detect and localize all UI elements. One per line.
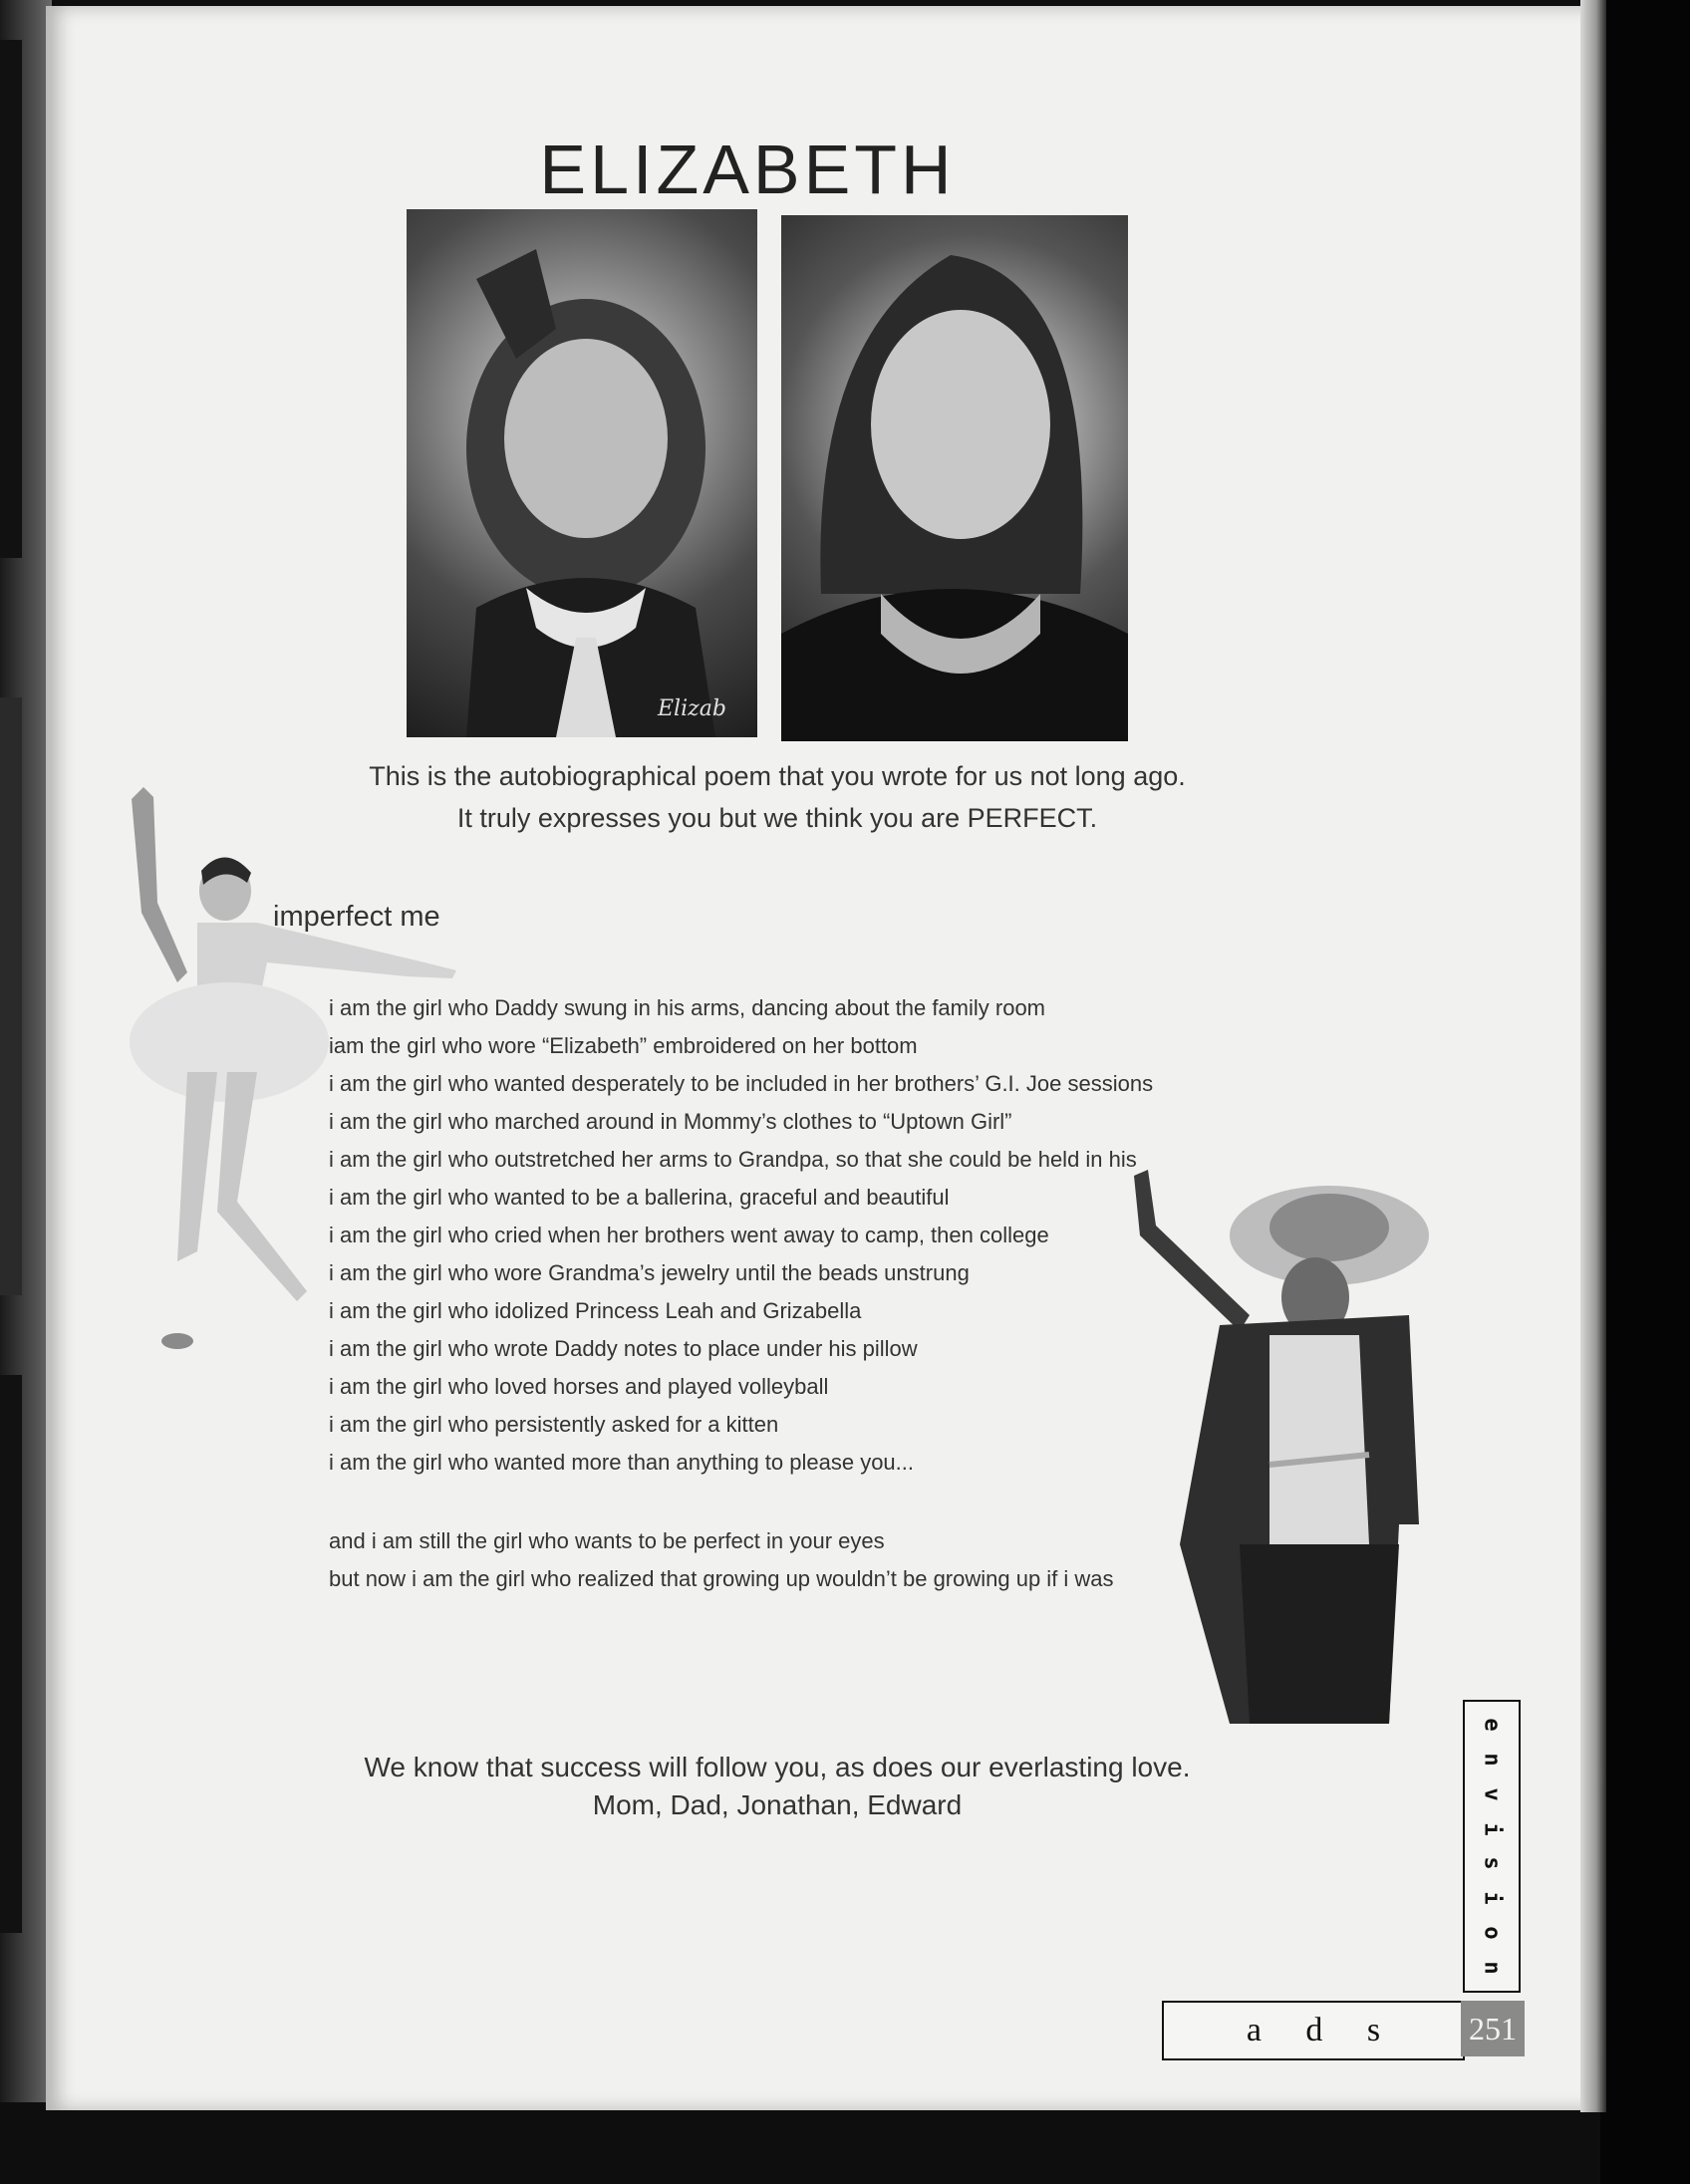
- poem-line: i am the girl who marched around in Mommy’s clothes to “Uptown Girl”: [329, 1109, 1012, 1134]
- poem-line: i am the girl who wanted desperately to be included in her brothers’ G.I. Joe sessions: [329, 1071, 1154, 1096]
- poem-line: i am the girl who loved horses and played volleyball: [329, 1374, 829, 1399]
- vertical-letter: e: [1480, 1718, 1505, 1732]
- closing-signature: Mom, Dad, Jonathan, Edward: [592, 1789, 963, 1820]
- page-spine-edge: [1580, 0, 1606, 2112]
- poem-line: i am the girl who wore Grandma’s jewelry until the beads unstrung: [329, 1260, 970, 1285]
- vertical-letter: v: [1480, 1787, 1505, 1801]
- section-vertical-label: [1463, 1700, 1521, 1993]
- vertical-letter: i: [1480, 1822, 1505, 1836]
- poem-line: i am the girl who wanted more than anything to please you...: [329, 1450, 915, 1475]
- previous-page-edge: [0, 0, 52, 2102]
- poem-line: i am the girl who idolized Princess Leah and Grizabella: [329, 1298, 862, 1323]
- vertical-letter: o: [1480, 1926, 1505, 1940]
- senior-portrait-photo: [781, 215, 1128, 741]
- vertical-letter: n: [1480, 1753, 1505, 1767]
- dress-up-girl-photo: [1120, 1166, 1439, 1744]
- closing-message: [299, 1749, 1256, 1824]
- poem-line: iam the girl who wore “Elizabeth” embroidered on her bottom: [329, 1033, 918, 1058]
- background-right: [1600, 0, 1690, 2184]
- vertical-letter: n: [1480, 1961, 1505, 1975]
- poem-line: i am the girl who wanted to be a ballerina, graceful and beautiful: [329, 1185, 950, 1210]
- child-portrait-photo: [407, 209, 757, 737]
- poem-title: imperfect me: [273, 901, 440, 933]
- poem-ending-line: but now i am the girl who realized that growing up wouldn’t be growing up if i was: [329, 1566, 1114, 1591]
- poem-line: i am the girl who persistently asked for a kitten: [329, 1412, 779, 1437]
- vertical-letter: s: [1480, 1856, 1505, 1870]
- intro-line-2: It truly expresses you but we think you are PERFECT.: [456, 803, 1098, 833]
- embroidered-name: Elizab: [658, 696, 726, 721]
- intro-line-1: This is the autobiographical poem that you wrote for us not long ago.: [369, 761, 1186, 791]
- section-footer-label: [1162, 2001, 1465, 2060]
- poem-ending-line: and i am still the girl who wants to be perfect in your eyes: [329, 1528, 885, 1553]
- poem-line: i am the girl who cried when her brothers went away to camp, then college: [329, 1223, 1049, 1247]
- page-number: 251: [1461, 2001, 1525, 2056]
- vertical-letter: i: [1480, 1891, 1505, 1905]
- section-name: a d s: [1246, 2012, 1399, 2048]
- poem-line: i am the girl who outstretched her arms to Grandpa, so that she could be held in his: [329, 1147, 1137, 1172]
- poem-line: i am the girl who wrote Daddy notes to place under his pillow: [329, 1336, 918, 1361]
- closing-line-1: We know that success will follow you, as does our everlasting love.: [364, 1752, 1191, 1782]
- poem-line: i am the girl who Daddy swung in his arms, dancing about the family room: [329, 995, 1046, 1020]
- page-title: ELIZABETH: [539, 131, 956, 208]
